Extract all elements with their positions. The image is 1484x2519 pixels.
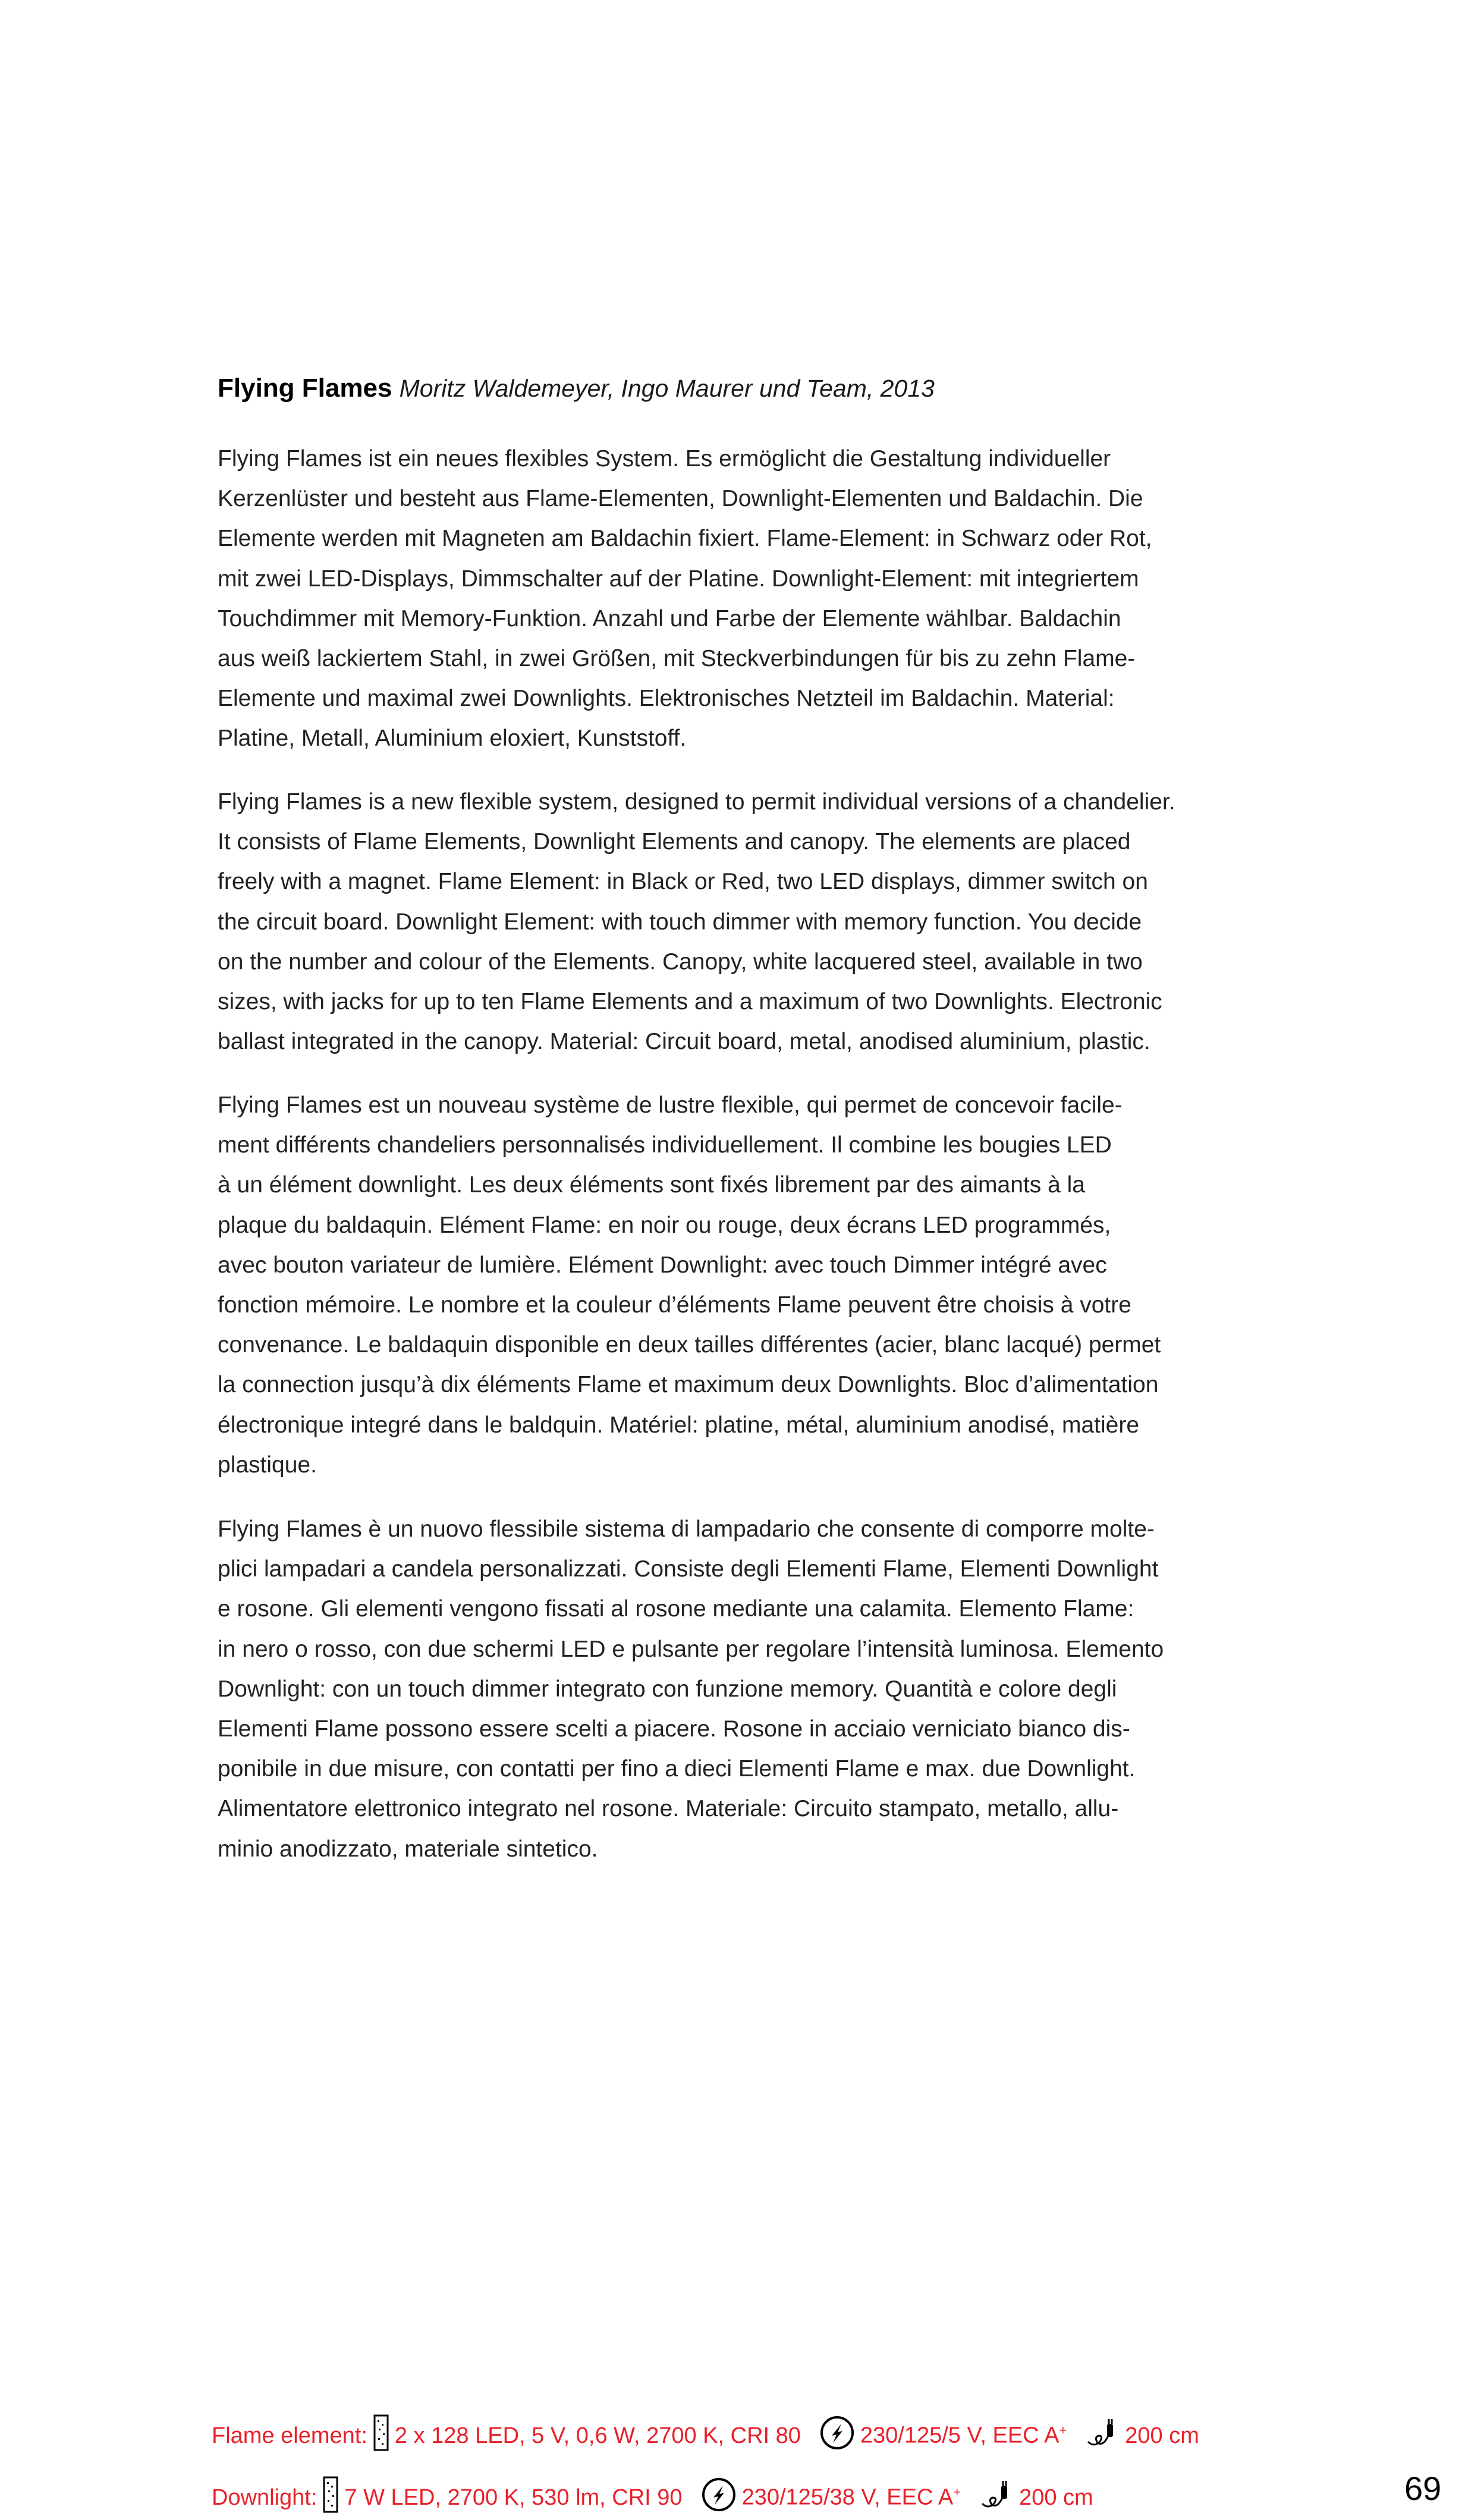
text-line: It consists of Flame Elements, Downlight Elements and canopy. The elements are placed xyxy=(218,829,1131,855)
text-line: e rosone. Gli elementi vengono fissati al rosone mediante una calamita. Elemento Flame: xyxy=(218,1596,1134,1622)
text-line: Flying Flames est un nouveau système de lustre flexible, qui permet de concevoir facile- xyxy=(218,1092,1123,1118)
text-line: Kerzenlüster und besteht aus Flame-Elementen, Downlight-Elementen und Baldachin. Die xyxy=(218,486,1143,512)
text-line: Elemente werden mit Magneten am Baldachin fixiert. Flame-Element: in Schwarz oder Rot, xyxy=(218,526,1152,552)
cable-plug-icon xyxy=(1086,2418,1119,2454)
text-line: the circuit board. Downlight Element: with touch dimmer with memory function. You decide xyxy=(218,909,1142,935)
text-line: plaque du baldaquin. Elément Flame: en noir ou rouge, deux écrans LED programmés, xyxy=(218,1212,1111,1238)
text-line: freely with a magnet. Flame Element: in Black or Red, two LED displays, dimmer switch on xyxy=(218,869,1148,895)
text-line: ment différents chandeliers personnalisés individuellement. Il combine les bougies LED xyxy=(218,1132,1112,1158)
text-line: à un élément downlight. Les deux éléments sont fixés librement par des aimants à la xyxy=(218,1172,1085,1198)
product-credit: Moritz Waldemeyer, Ingo Maurer und Team, 2013 xyxy=(399,375,935,402)
text-line: Platine, Metall, Aluminium eloxiert, Kunststoff. xyxy=(218,725,687,752)
page-number: 69 xyxy=(1404,2470,1442,2507)
spec-led: 2 x 128 LED, 5 V, 0,6 W, 2700 K, CRI 80 xyxy=(394,2423,801,2448)
spec-downlight xyxy=(212,2476,1093,2519)
spec-label: Flame element: xyxy=(212,2423,367,2448)
text-line: fonction mémoire. Le nombre et la couleur d’éléments Flame peuvent être choisis à votre xyxy=(218,1292,1131,1318)
spec-power: 230/125/5 V, EEC A+ xyxy=(860,2423,1067,2448)
spec-cable: 200 cm xyxy=(1019,2485,1093,2510)
description-english xyxy=(218,782,1228,1061)
text-line: plici lampadari a candela personalizzati. Consiste degli Elementi Flame, Elementi Downlight xyxy=(218,1556,1159,1582)
description-french xyxy=(218,1085,1228,1485)
product-name: Flying Flames xyxy=(218,373,392,403)
text-line: minio anodizzato, materiale sintetico. xyxy=(218,1836,598,1862)
spec-power: 230/125/38 V, EEC A+ xyxy=(741,2485,961,2510)
spec-cable: 200 cm xyxy=(1125,2423,1199,2448)
text-line: Touchdimmer mit Memory-Funktion. Anzahl und Farbe der Elemente wählbar. Baldachin xyxy=(218,605,1121,632)
text-line: Elemente und maximal zwei Downlights. Elektronisches Netzteil im Baldachin. Material: xyxy=(218,686,1115,712)
text-line: convenance. Le baldaquin disponible en deux tailles différentes (acier, blanc lacqué) permet xyxy=(218,1332,1161,1358)
spec-flame-element xyxy=(212,2414,1199,2457)
spec-label: Downlight: xyxy=(212,2485,317,2510)
text-line: Flying Flames is a new flexible system, designed to permit individual versions of a chandelier. xyxy=(218,789,1175,815)
text-line: Flying Flames è un nuovo flessibile sistema di lampadario che consente di comporre molte- xyxy=(218,1516,1155,1542)
text-line: Elementi Flame possono essere scelti a piacere. Rosone in acciaio verniciato bianco dis- xyxy=(218,1716,1130,1742)
led-board-icon xyxy=(323,2476,338,2519)
text-line: ballast integrated in the canopy. Material: Circuit board, metal, anodised aluminium, plastic. xyxy=(218,1029,1150,1055)
description-italian xyxy=(218,1509,1228,1869)
text-line: la connection jusqu’à dix éléments Flame et maximum deux Downlights. Bloc d’alimentation xyxy=(218,1372,1159,1398)
power-supply-icon xyxy=(820,2416,854,2456)
text-line: sizes, with jacks for up to ten Flame Elements and a maximum of two Downlights. Electronic xyxy=(218,989,1162,1015)
product-heading xyxy=(218,373,935,403)
text-line: aus weiß lackiertem Stahl, in zwei Größen, mit Steckverbindungen für bis zu zehn Flame- xyxy=(218,646,1136,672)
power-supply-icon xyxy=(702,2477,736,2518)
text-line: électronique integré dans le baldquin. Matériel: platine, métal, aluminium anodisé, matière xyxy=(218,1412,1140,1438)
text-line: ponibile in due misure, con contatti per fino a dieci Elementi Flame e max. due Downlight. xyxy=(218,1756,1136,1782)
text-line: mit zwei LED-Displays, Dimmschalter auf der Platine. Downlight-Element: mit integriertem xyxy=(218,566,1139,592)
led-board-icon xyxy=(373,2414,389,2457)
text-line: avec bouton variateur de lumière. Elément Downlight: avec touch Dimmer intégré avec xyxy=(218,1252,1107,1278)
cable-plug-icon xyxy=(980,2480,1013,2515)
text-line: Flying Flames ist ein neues flexibles System. Es ermöglicht die Gestaltung individueller xyxy=(218,446,1111,472)
text-line: in nero o rosso, con due schermi LED e pulsante per regolare l’intensità luminosa. Elemento xyxy=(218,1636,1164,1662)
spec-led: 7 W LED, 2700 K, 530 lm, CRI 90 xyxy=(344,2485,683,2510)
text-line: on the number and colour of the Elements. Canopy, white lacquered steel, available in two xyxy=(218,948,1143,975)
text-line: Downlight: con un touch dimmer integrato con funzione memory. Quantità e colore degli xyxy=(218,1676,1117,1702)
text-line: plastique. xyxy=(218,1452,317,1478)
text-line: Alimentatore elettronico integrato nel rosone. Materiale: Circuito stampato, metallo, allu- xyxy=(218,1796,1119,1822)
description-german xyxy=(218,439,1228,759)
